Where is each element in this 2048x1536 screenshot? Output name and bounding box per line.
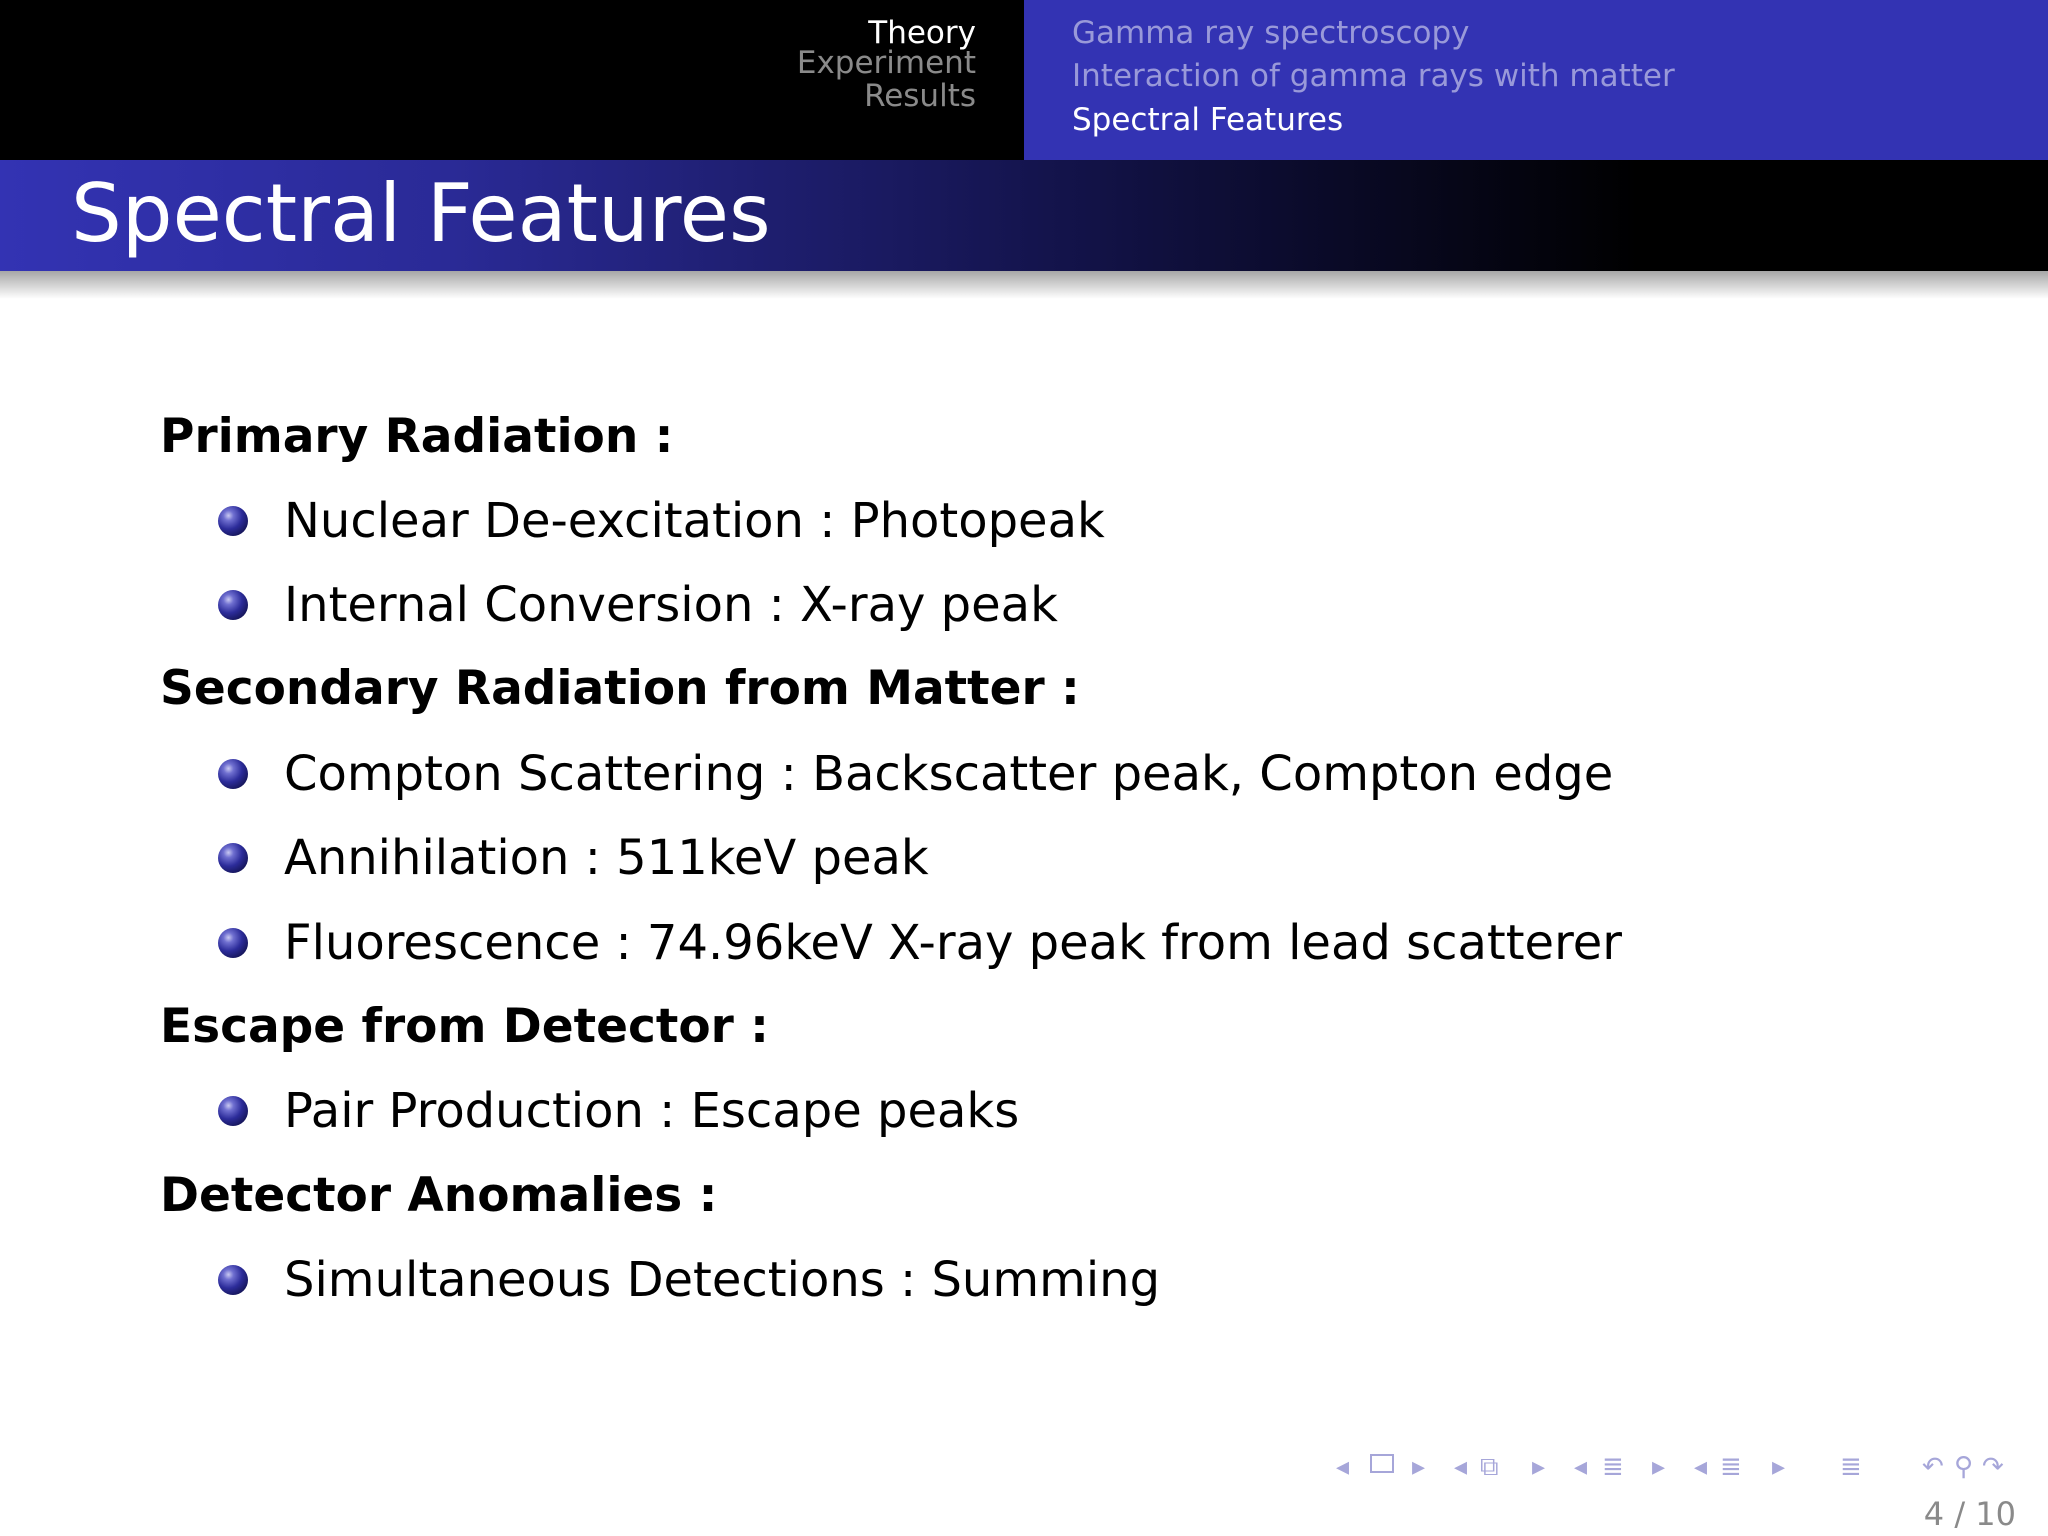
frame-icon[interactable] (1370, 1454, 1394, 1473)
page-number: 4 / 10 (1923, 1495, 2016, 1533)
section-outline-icon[interactable]: ≣ (1840, 1452, 1862, 1482)
next-section-icon[interactable]: ▸ (1652, 1452, 1666, 1482)
next-document-icon[interactable]: ▸ (1772, 1452, 1786, 1482)
item-text: Simultaneous Detections : Summing (284, 1252, 1161, 1308)
item-text: Internal Conversion : X-ray peak (284, 577, 1058, 633)
ball-bullet-icon (218, 506, 248, 536)
sections-nav (0, 0, 1024, 160)
slide-title: Spectral Features (71, 167, 771, 260)
next-frame-icon[interactable]: ▸ (1412, 1452, 1426, 1482)
ball-bullet-icon (218, 928, 248, 958)
section-icon[interactable]: ≣ (1602, 1452, 1624, 1482)
ball-bullet-icon (218, 590, 248, 620)
ball-bullet-icon (218, 1265, 248, 1295)
subsection-interaction-with-matter[interactable]: Interaction of gamma rays with matter (1072, 58, 1675, 94)
back-icon[interactable]: ↶ (1922, 1452, 1944, 1482)
next-subsection-icon[interactable]: ▸ (1532, 1452, 1546, 1482)
item-text: Fluorescence : 74.96keV X-ray peak from lead scatterer (284, 915, 1623, 971)
section-theory[interactable]: Theory (868, 15, 976, 51)
forward-icon[interactable]: ↷ (1982, 1452, 2004, 1482)
headline (0, 0, 2048, 160)
subsections-nav (1024, 0, 2048, 160)
subsection-icon[interactable]: ⧉ (1480, 1452, 1499, 1482)
heading-secondary-radiation: Secondary Radiation from Matter : (160, 661, 1080, 716)
beamer-navigation-controls (1330, 1452, 2030, 1482)
ball-bullet-icon (218, 1096, 248, 1126)
title-shadow (0, 271, 2048, 299)
frame-title-bar (0, 160, 2048, 271)
subsection-spectral-features[interactable]: Spectral Features (1072, 102, 1344, 138)
subsection-gamma-ray-spectroscopy[interactable]: Gamma ray spectroscopy (1072, 15, 1470, 51)
ball-bullet-icon (218, 843, 248, 873)
heading-detector-anomalies: Detector Anomalies : (160, 1168, 718, 1223)
section-experiment[interactable]: Experiment (796, 45, 976, 81)
item-text: Compton Scattering : Backscatter peak, Compton edge (284, 746, 1614, 802)
item-text: Pair Production : Escape peaks (284, 1083, 1020, 1139)
heading-primary-radiation: Primary Radiation : (160, 409, 674, 464)
item-text: Nuclear De-excitation : Photopeak (284, 493, 1105, 549)
section-results[interactable]: Results (864, 78, 976, 114)
prev-frame-icon[interactable]: ◂ (1336, 1452, 1350, 1482)
document-icon[interactable]: ≣ (1720, 1452, 1742, 1482)
prev-section-icon[interactable]: ◂ (1574, 1452, 1588, 1482)
heading-escape-from-detector: Escape from Detector : (160, 999, 769, 1054)
item-text: Annihilation : 511keV peak (284, 830, 929, 886)
prev-document-icon[interactable]: ◂ (1694, 1452, 1708, 1482)
search-icon[interactable]: ⚲ (1954, 1452, 1974, 1482)
ball-bullet-icon (218, 759, 248, 789)
prev-subsection-icon[interactable]: ◂ (1454, 1452, 1468, 1482)
